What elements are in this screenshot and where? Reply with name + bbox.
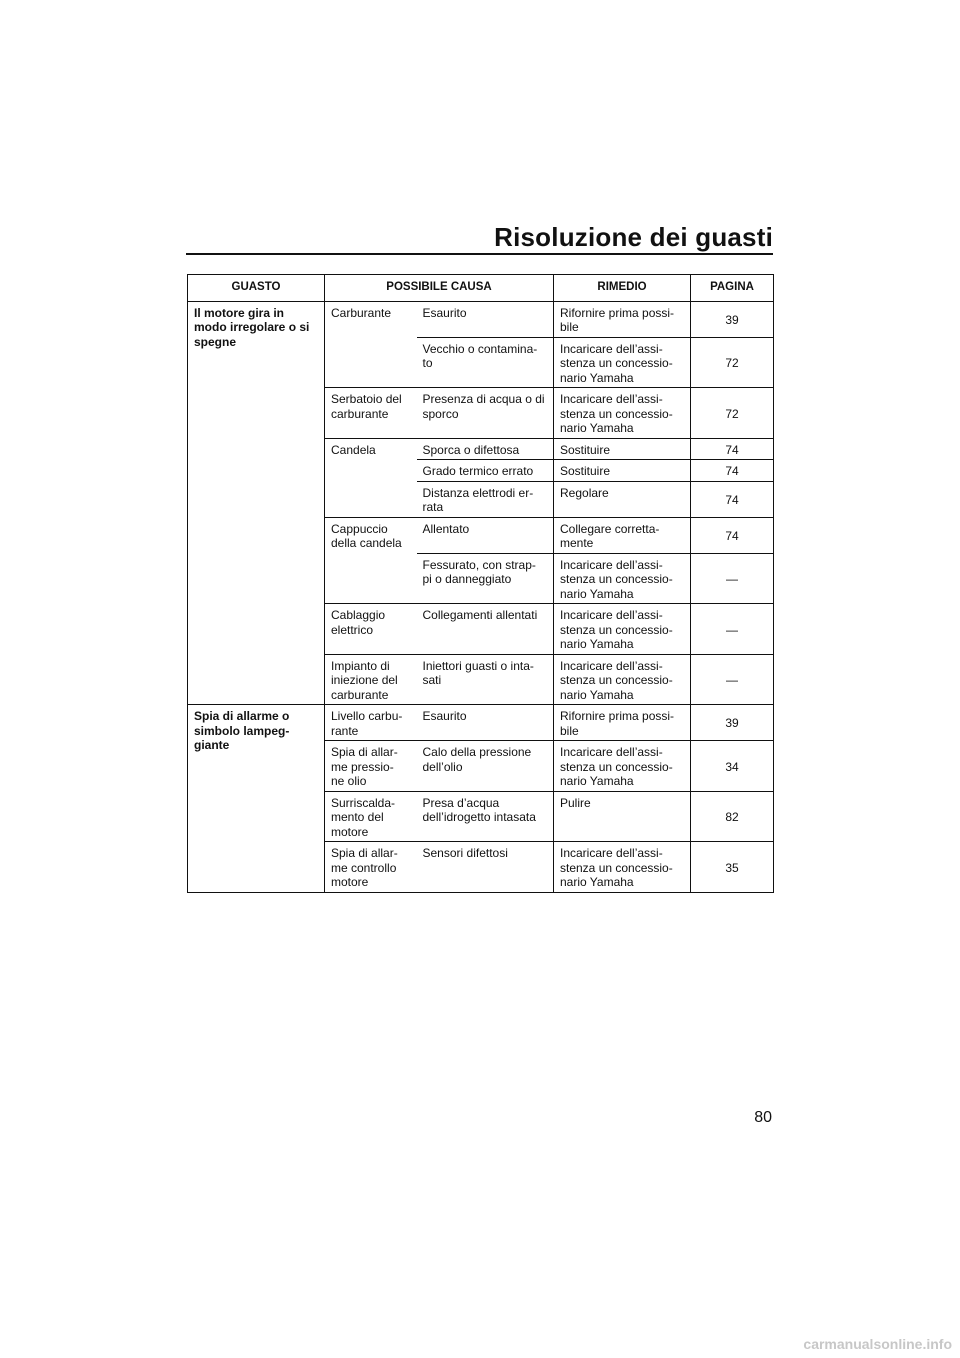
cause-cell: Cablaggio elettrico [325,604,417,655]
table-header-row [188,275,774,302]
remedy-cell: Incaricare dell’assi- stenza un concessio- nario Yamaha [554,553,691,604]
remedy-cell: Incaricare dell’assi- stenza un concessio- nario Yamaha [554,654,691,705]
detail-cell: Vecchio o contamina- to [417,337,554,388]
detail-cell: Distanza elettrodi er- rata [417,481,554,517]
guasto-cell: Spia di allarme o simbolo lampeg- giante [188,705,325,893]
header-possibile-causa: POSSIBILE CAUSA [325,275,554,302]
cause-cell: Candela [325,438,417,517]
cause-cell: Impianto di iniezione del carburante [325,654,417,705]
remedy-cell: Sostituire [554,460,691,482]
troubleshooting-table [187,274,774,893]
header-rimedio: RIMEDIO [554,275,691,302]
detail-cell: Calo della pressione dell’olio [417,741,554,792]
page-cell: 72 [691,388,774,439]
cause-cell: Livello carbu- rante [325,705,417,741]
table-row [188,705,774,741]
remedy-cell: Collegare corretta- mente [554,517,691,553]
page-cell: 39 [691,705,774,741]
page-number: 80 [754,1109,772,1126]
page-cell: — [691,553,774,604]
page-cell: 82 [691,791,774,842]
page-cell: 74 [691,438,774,460]
cause-cell: Surriscalda- mento del motore [325,791,417,842]
cause-cell: Serbatoio del carburante [325,388,417,439]
detail-cell: Esaurito [417,705,554,741]
remedy-cell: Incaricare dell’assi- stenza un concessio- nario Yamaha [554,741,691,792]
header-guasto: GUASTO [188,275,325,302]
detail-cell: Collegamenti allentati [417,604,554,655]
cause-cell: Carburante [325,301,417,388]
detail-cell: Sensori difettosi [417,842,554,893]
header-pagina: PAGINA [691,275,774,302]
remedy-cell: Incaricare dell’assi- stenza un concessio- nario Yamaha [554,842,691,893]
page-cell: 72 [691,337,774,388]
remedy-cell: Incaricare dell’assi- stenza un concessio- nario Yamaha [554,604,691,655]
page-title: Risoluzione dei guasti [494,222,773,252]
detail-cell: Sporca o difettosa [417,438,554,460]
remedy-cell: Rifornire prima possi- bile [554,705,691,741]
page-cell: 39 [691,301,774,337]
page-cell: 74 [691,460,774,482]
remedy-cell: Incaricare dell’assi- stenza un concessio- nario Yamaha [554,388,691,439]
remedy-cell: Sostituire [554,438,691,460]
table-row [188,301,774,337]
remedy-cell: Incaricare dell’assi- stenza un concessio- nario Yamaha [554,337,691,388]
detail-cell: Esaurito [417,301,554,337]
page-cell: 74 [691,517,774,553]
page-cell: 74 [691,481,774,517]
remedy-cell: Rifornire prima possi- bile [554,301,691,337]
remedy-cell: Pulire [554,791,691,842]
cause-cell: Cappuccio della candela [325,517,417,604]
page-cell: 35 [691,842,774,893]
guasto-cell: Il motore gira in modo irregolare o si spegne [188,301,325,705]
watermark[interactable]: carmanualsonline.info [803,1336,952,1352]
detail-cell: Grado termico errato [417,460,554,482]
detail-cell: Iniettori guasti o inta- sati [417,654,554,705]
page-cell: — [691,604,774,655]
cause-cell: Spia di allar- me pressio- ne olio [325,741,417,792]
detail-cell: Fessurato, con strap- pi o danneggiato [417,553,554,604]
page-cell: — [691,654,774,705]
page-cell: 34 [691,741,774,792]
detail-cell: Presa d’acqua dell’idrogetto intasata [417,791,554,842]
cause-cell: Spia di allar- me controllo motore [325,842,417,893]
detail-cell: Presenza di acqua o di sporco [417,388,554,439]
title-rule [186,253,773,255]
remedy-cell: Regolare [554,481,691,517]
detail-cell: Allentato [417,517,554,553]
